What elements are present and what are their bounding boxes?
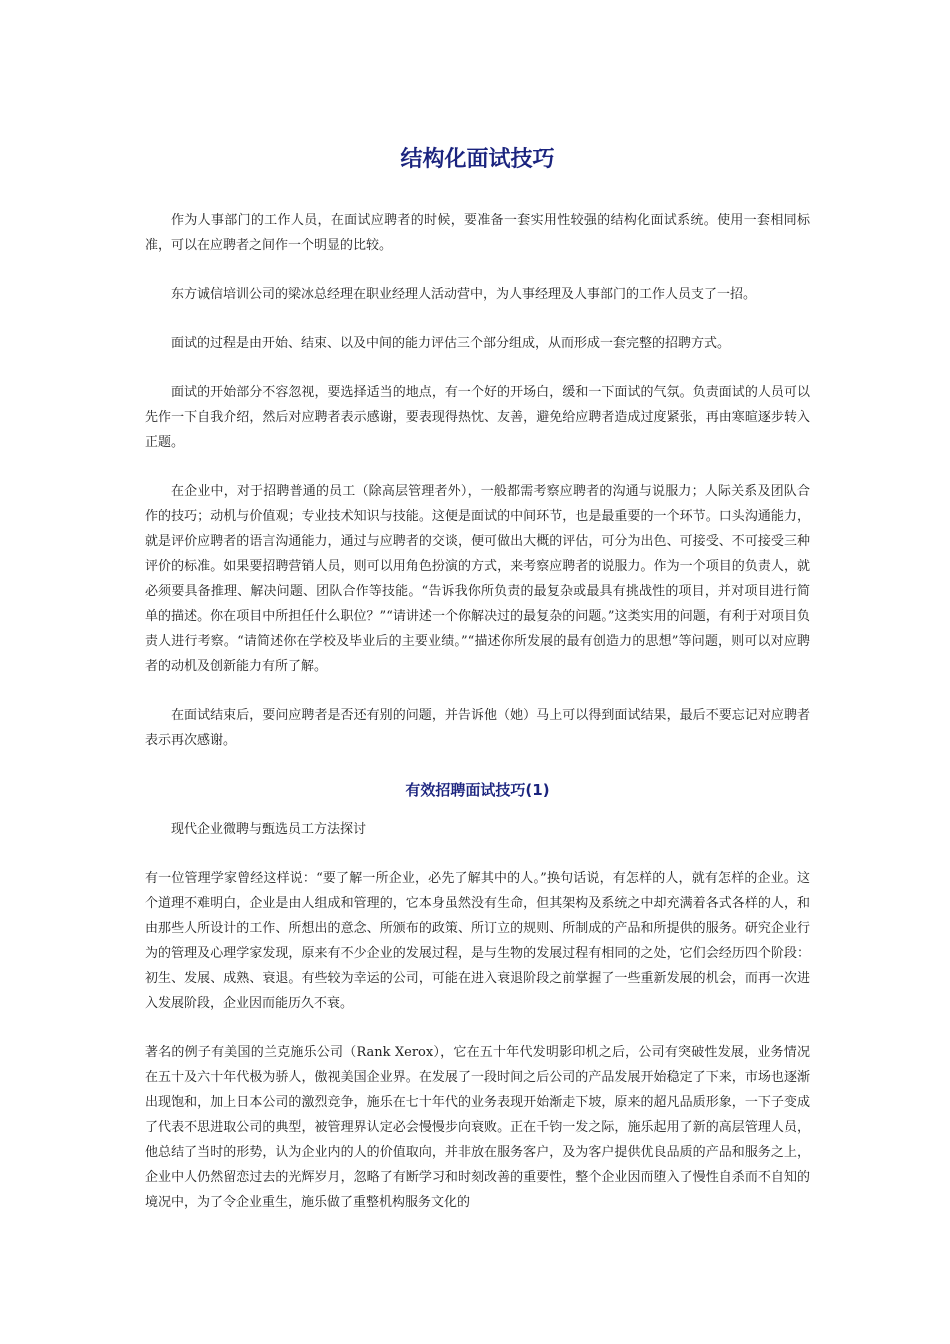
paragraph-intro: 作为人事部门的工作人员，在面试应聘者的时候，要准备一套实用性较强的结构化面试系统。使用一套相同标准，可以在应聘者之间作一个明显的比较。: [145, 213, 810, 253]
paragraph-rank-xerox: 著名的例子有美国的兰克施乐公司（Rank Xerox），它在五十年代发明影印机之后，公司有突破性发展，业务情况在五十及六十年代极为骄人，傲视美国企业界。在发展了一段时间之后公司的产品发展开始稳定了下来，市场也逐渐出现饱和，加上日本公司的激烈竞争，施乐在七十年代的业务表现开始渐走下坡，原来的超凡品质形象，一下子变成了代表不思进取公司的典型，被管理界认定必会慢慢步向衰败。正在千钧一发之际，施乐起用了新的高层管理人员，他总结了当时的形势，认为企业内的人的价值取向，并非放在服务客户，及为客户提供优良品质的产品和服务之上，企业中人仍然留恋过去的光辉岁月，忽略了有断学习和时刻改善的重要性，整个企业因而堕入了慢性自杀而不自知的境况中，为了令企业重生，施乐做了重整机构服务文化的: [145, 1045, 810, 1210]
section-subtitle: 有效招聘面试技巧(1): [405, 781, 550, 799]
document-page: [145, 140, 810, 1239]
paragraph-opening: 面试的开始部分不容忽视，要选择适当的地点，有一个好的开场白，缓和一下面试的气氛。负责面试的人员可以先作一下自我介绍，然后对应聘者表示感谢，要表现得热忱、友善，避免给应聘者造成过度紧张，再由寒暄逐步转入正题。: [145, 385, 810, 450]
paragraph-process: 面试的过程是由开始、结束、以及中间的能力评估三个部分组成，从而形成一套完整的招聘方式。: [171, 336, 731, 351]
document-title: 结构化面试技巧: [400, 147, 555, 172]
section-subheading: 现代企业微聘与甄选员工方法探讨: [171, 822, 367, 837]
paragraph-closing: 在面试结束后，要问应聘者是否还有别的问题，并告诉他（她）马上可以得到面试结果，最后不要忘记对应聘者表示再次感谢。: [145, 708, 810, 748]
paragraph-assessment: 在企业中，对于招聘普通的员工（除高层管理者外），一般都需考察应聘者的沟通与说服力；人际关系及团队合作的技巧；动机与价值观；专业技术知识与技能。这便是面试的中间环节，也是最重要的一个环节。口头沟通能力，就是评价应聘者的语言沟通能力，通过与应聘者的交谈，便可做出大概的评估，可分为出色、可接受、不可接受三种评价的标准。如果要招聘营销人员，则可以用角色扮演的方式，来考察应聘者的说服力。作为一个项目的负责人，就必须要具备推理、解决问题、团队合作等技能。“告诉我你所负责的最复杂或最具有挑战性的项目，并对项目进行简单的描述。你在项目中所担任什么职位？”“请讲述一个你解决过的最复杂的问题。”这类实用的问题，有利于对项目负责人进行考察。“请简述你在学校及毕业后的主要业绩。”“描述你所发展的最有创造力的思想”等问题，则可以对应聘者的动机及创新能力有所了解。: [145, 484, 810, 674]
paragraph-trainer: 东方诚信培训公司的梁冰总经理在职业经理人活动营中，为人事经理及人事部门的工作人员支了一招。: [171, 287, 757, 302]
paragraph-management-quote: 有一位管理学家曾经这样说：“要了解一所企业，必先了解其中的人。”换句话说，有怎样的人，就有怎样的企业。这个道理不难明白，企业是由人组成和管理的，它本身虽然没有生命，但其架构及系统之中却充满着各式各样的人，和由那些人所设计的工作、所想出的意念、所颁布的政策、所订立的规则、所制成的产品和所提供的服务。研究企业行为的管理及心理学家发现，原来有不少企业的发展过程，是与生物的发展过程有相同的之处，它们会经历四个阶段：初生、发展、成熟、衰退。有些较为幸运的公司，可能在进入衰退阶段之前掌握了一些重新发展的机会，而再一次进入发展阶段，企业因而能历久不衰。: [145, 871, 810, 1011]
